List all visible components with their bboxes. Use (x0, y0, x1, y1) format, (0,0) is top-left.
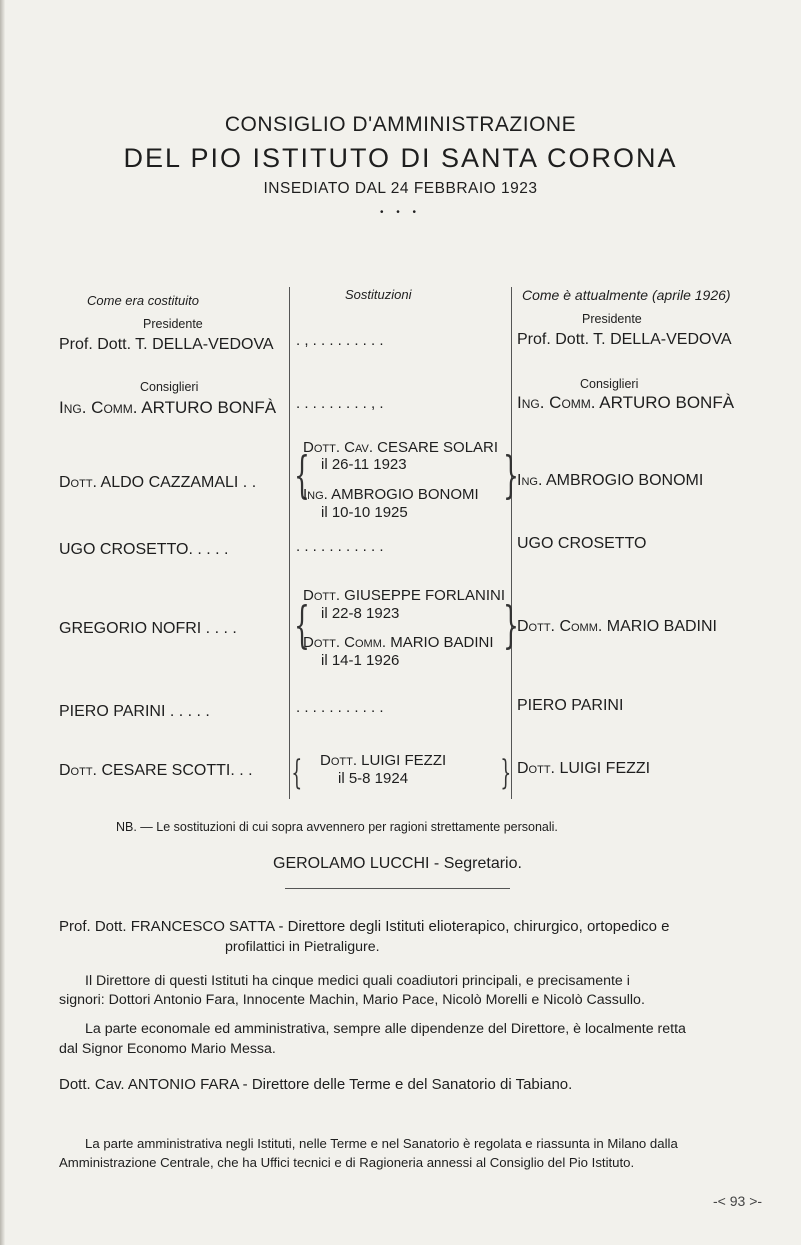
substitute-fezzi-date: il 5-8 1924 (338, 770, 409, 787)
brace-left-nofri: { (293, 596, 310, 654)
middle-member-parini-dots: . . . . . . . . . . . (296, 699, 384, 716)
left-member-bonfa: Ing. Comm. ARTURO BONFÀ (59, 398, 277, 417)
left-president-label: Presidente (143, 317, 203, 331)
brace-right-scotti: } (500, 753, 512, 793)
right-councillors-label: Consiglieri (580, 377, 639, 391)
right-member-fezzi: Dott. LUIGI FEZZI (517, 760, 651, 777)
doctors-para-line2: signori: Dottori Antonio Fara, Innocente Machin, Mario Pace, Nicolò Morelli e Nicolò Cassullo. (59, 992, 645, 1008)
right-president: Prof. Dott. T. DELLA-VEDOVA (517, 331, 732, 348)
substitute-fezzi: Dott. LUIGI FEZZI (320, 752, 447, 769)
substitute-solari: Dott. Cav. CESARE SOLARI (303, 439, 499, 456)
right-member-bonfa: Ing. Comm. ARTURO BONFÀ (517, 393, 735, 412)
left-member-parini: PIERO PARINI . . . . . (59, 703, 210, 720)
substitute-bonomi-date: il 10-10 1925 (321, 504, 408, 521)
substitute-solari-date: il 26-11 1923 (321, 456, 407, 473)
page-number: -< 93 >- (713, 1193, 763, 1209)
left-member-cazzamali: Dott. ALDO CAZZAMALI . . (59, 474, 257, 491)
left-member-scotti: Dott. CESARE SCOTTI. . . (59, 762, 253, 779)
left-councillors-label: Consiglieri (140, 380, 199, 394)
economy-para-line1: La parte economale ed amministrativa, sempre alle dipendenze del Direttore, è localmente retta (85, 1021, 686, 1037)
right-member-parini: PIERO PARINI (517, 697, 624, 714)
final-para-line1: La parte amministrativa negli Istituti, nelle Terme e nel Sanatorio è regolata e riassunta in Milano dalla (85, 1136, 678, 1151)
middle-member-bonfa-dots: . . . . . . . . . , . (296, 395, 384, 412)
substitute-forlanini-date: il 22-8 1923 (321, 605, 400, 622)
title-council: CONSIGLIO D'AMMINISTRAZIONE (224, 113, 577, 136)
middle-president-dots: . , . . . . . . . . . (296, 332, 384, 349)
brace-left-scotti: { (291, 753, 303, 793)
substitute-forlanini: Dott. GIUSEPPE FORLANINI (303, 587, 506, 604)
director-line-cont: profilattici in Pietraligure. (225, 939, 380, 955)
right-member-crosetto: UGO CROSETTO (517, 535, 647, 552)
brace-left-cazzamali: { (293, 446, 310, 504)
title-institute: DEL PIO ISTITUTO DI SANTA CORONA (123, 143, 678, 173)
substitutions-note: NB. — Le sostituzioni di cui sopra avvennero per ragioni strettamente personali. (116, 820, 558, 834)
col-header-original: Come era costituito (87, 293, 199, 308)
brace-right-nofri: } (502, 596, 519, 654)
right-member-badini: Dott. Comm. MARIO BADINI (517, 618, 718, 635)
col-header-substitutions: Sostituzioni (345, 287, 412, 302)
column-divider-right (511, 287, 512, 799)
brace-right-cazzamali: } (502, 446, 519, 504)
left-member-nofri: GREGORIO NOFRI . . . . (59, 620, 237, 637)
doctors-para-line1: Il Direttore di questi Istituti ha cinque medici quali coadiutori principali, e precisamente i (85, 973, 630, 989)
ornament-dots: • • • (379, 207, 422, 218)
economy-para-line2: dal Signor Economo Mario Messa. (59, 1041, 276, 1057)
substitute-bonomi: Ing. AMBROGIO BONOMI (303, 486, 479, 503)
left-president: Prof. Dott. T. DELLA-VEDOVA (59, 336, 274, 353)
secretary: GEROLAMO LUCCHI - Segretario. (273, 855, 522, 872)
title-installed: INSEDIATO DAL 24 FEBBRAIO 1923 (263, 180, 538, 197)
fara-line: Dott. Cav. ANTONIO FARA - Direttore delle Terme e del Sanatorio di Tabiano. (59, 1076, 573, 1093)
substitute-badini-date: il 14-1 1926 (321, 652, 400, 669)
substitute-badini: Dott. Comm. MARIO BADINI (303, 634, 494, 651)
director-line: Prof. Dott. FRANCESCO SATTA - Direttore degli Istituti elioterapico, chirurgico, ortopedico e (59, 918, 670, 935)
column-divider-left (289, 287, 290, 799)
left-member-crosetto: UGO CROSETTO. . . . . (59, 541, 229, 558)
final-para-line2: Amministrazione Centrale, che ha Uffici tecnici e di Ragioneria annessi al Consiglio del Pio Istituto. (59, 1155, 635, 1170)
right-president-label: Presidente (582, 312, 642, 326)
col-header-current: Come è attualmente (aprile 1926) (522, 287, 731, 303)
middle-member-crosetto-dots: . . . . . . . . . . . (296, 538, 384, 555)
right-member-bonomi: Ing. AMBROGIO BONOMI (517, 472, 704, 489)
separator-rule (285, 888, 510, 889)
